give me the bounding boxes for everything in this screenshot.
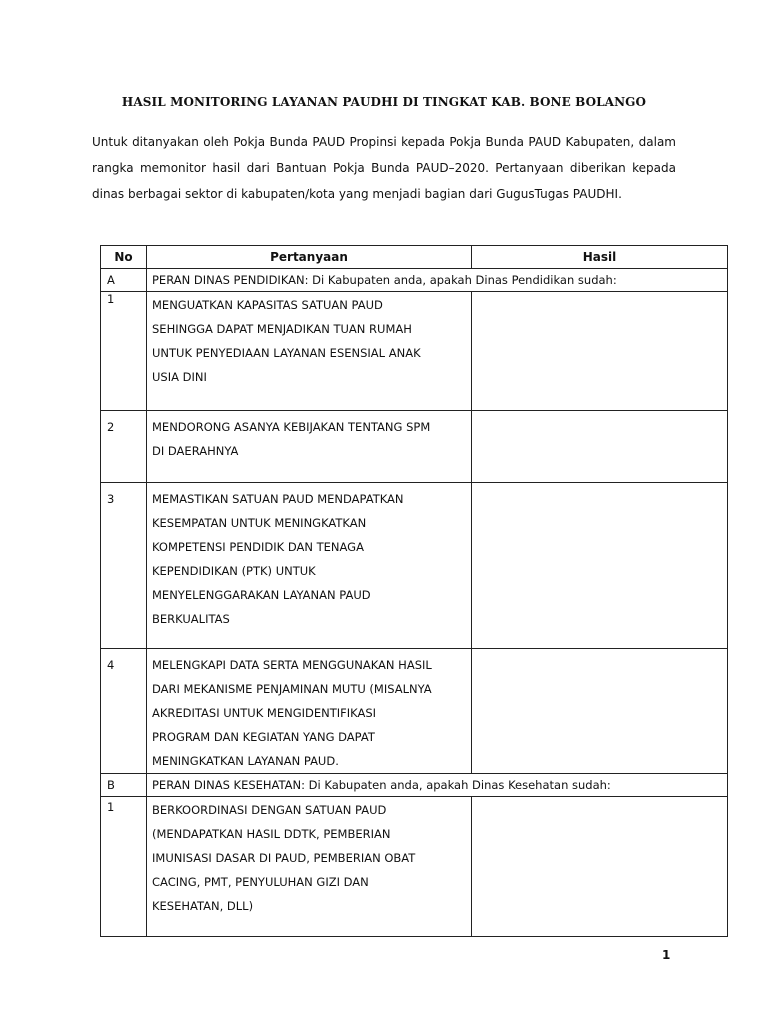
table-row — [101, 411, 728, 483]
section-a-no: A — [101, 269, 147, 292]
question-line: (MENDAPATKAN HASIL DDTK, PEMBERIAN — [152, 827, 391, 841]
table-header-row — [101, 246, 728, 269]
question-line: IMUNISASI DASAR DI PAUD, PEMBERIAN OBAT — [152, 851, 416, 865]
question-line: BERKUALITAS — [152, 612, 230, 626]
question-cell — [147, 411, 472, 483]
table-row — [101, 649, 728, 774]
header-question: Pertanyaan — [147, 246, 472, 269]
row-no: 1 — [101, 292, 147, 411]
result-cell[interactable] — [472, 411, 728, 483]
question-line: PROGRAM DAN KEGIATAN YANG DAPAT — [152, 730, 375, 744]
question-line: KOMPETENSI PENDIDIK DAN TENAGA — [152, 540, 364, 554]
section-b-text: PERAN DINAS KESEHATAN: Di Kabupaten anda, apakah Dinas Kesehatan sudah: — [147, 774, 728, 797]
question-line: MENGUATKAN KAPASITAS SATUAN PAUD — [152, 298, 383, 312]
question-cell — [147, 483, 472, 649]
question-line: AKREDITASI UNTUK MENGIDENTIFIKASI — [152, 706, 377, 720]
table-row — [101, 292, 728, 411]
table-row — [101, 483, 728, 649]
question-line: DI DAERAHNYA — [152, 444, 239, 458]
result-cell[interactable] — [472, 649, 728, 774]
question-line: USIA DINI — [152, 370, 207, 384]
question-cell — [147, 292, 472, 411]
question-line: KEPENDIDIKAN (PTK) UNTUK — [152, 564, 316, 578]
question-line: KESEMPATAN UNTUK MENINGKATKAN — [152, 516, 367, 530]
document-title: HASIL MONITORING LAYANAN PAUDHI DI TINGKAT KAB. BONE BOLANGO — [121, 95, 647, 109]
section-b-no: B — [101, 774, 147, 797]
row-no: 4 — [101, 649, 147, 774]
page-number: 1 — [662, 948, 671, 962]
question-line: CACING, PMT, PENYULUHAN GIZI DAN — [152, 875, 369, 889]
result-cell[interactable] — [472, 483, 728, 649]
row-no: 2 — [101, 411, 147, 483]
question-line: MENINGKATKAN LAYANAN PAUD. — [152, 754, 339, 768]
table-row — [101, 797, 728, 937]
question-line: MENYELENGGARAKAN LAYANAN PAUD — [152, 588, 371, 602]
header-no: No — [101, 246, 147, 269]
question-line: UNTUK PENYEDIAAN LAYANAN ESENSIAL ANAK — [152, 346, 421, 360]
question-cell — [147, 797, 472, 937]
row-no: 1 — [101, 797, 147, 937]
question-line: BERKOORDINASI DENGAN SATUAN PAUD — [152, 803, 387, 817]
question-line: SEHINGGA DAPAT MENJADIKAN TUAN RUMAH — [152, 322, 412, 336]
section-row-b — [101, 774, 728, 797]
question-line: MELENGKAPI DATA SERTA MENGGUNAKAN HASIL — [152, 658, 432, 672]
section-a-text: PERAN DINAS PENDIDIKAN: Di Kabupaten anda, apakah Dinas Pendidikan sudah: — [147, 269, 728, 292]
monitoring-table — [100, 245, 728, 937]
question-line: MENDORONG ASANYA KEBIJAKAN TENTANG SPM — [152, 420, 431, 434]
question-line: DARI MEKANISME PENJAMINAN MUTU (MISALNYA — [152, 682, 432, 696]
result-cell[interactable] — [472, 797, 728, 937]
header-result: Hasil — [472, 246, 728, 269]
question-cell — [147, 649, 472, 774]
section-row-a — [101, 269, 728, 292]
question-line: MEMASTIKAN SATUAN PAUD MENDAPATKAN — [152, 492, 404, 506]
intro-paragraph: Untuk ditanyakan oleh Pokja Bunda PAUD Propinsi kepada Pokja Bunda PAUD Kabupaten, dalam rangka memonitor hasil dari Bantuan Pokja Bunda PAUD–2020. Pertanyaan diberikan kepada dinas berbagai sektor di kabupaten/kota yang menjadi bagian dari GugusTugas PAUDHI. — [92, 135, 676, 201]
question-line: KESEHATAN, DLL) — [152, 899, 254, 913]
row-no: 3 — [101, 483, 147, 649]
result-cell[interactable] — [472, 292, 728, 411]
